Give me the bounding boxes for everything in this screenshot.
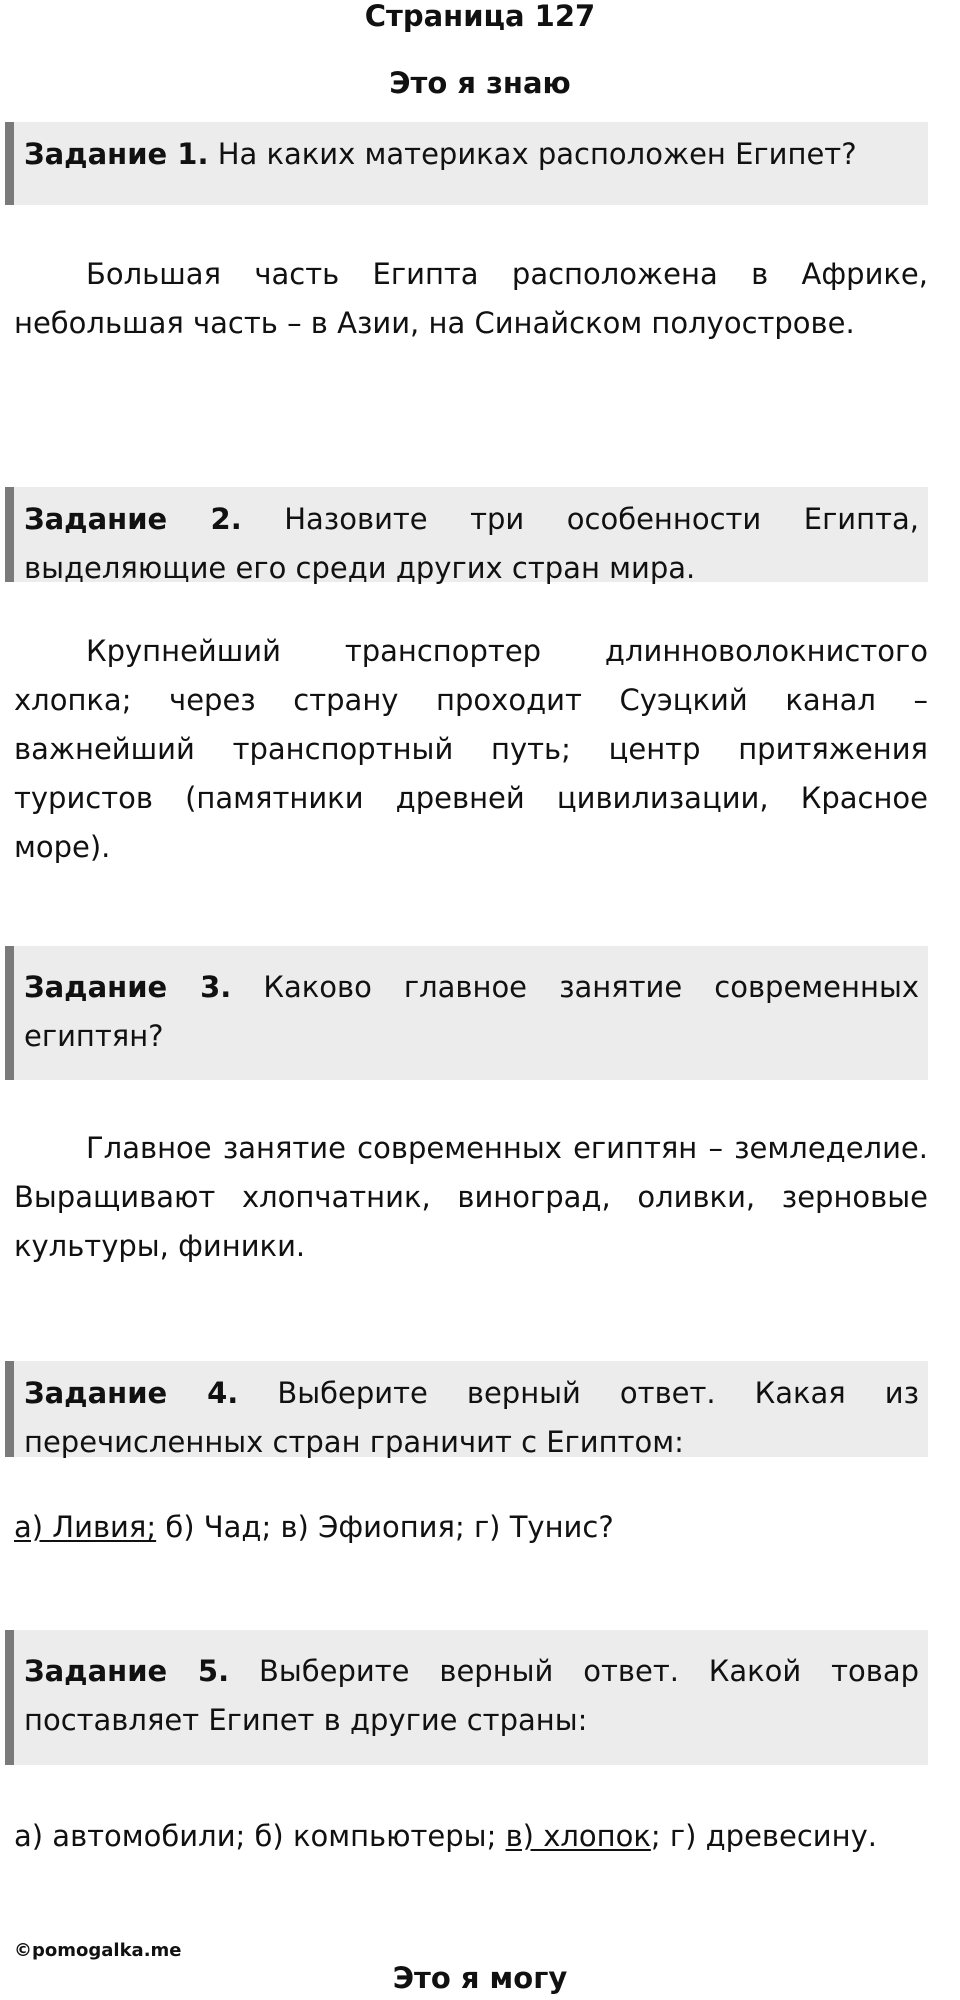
task-4-answer — [14, 1503, 928, 1552]
task-3-label: Задание 3. — [24, 970, 232, 1004]
task-5-box — [5, 1630, 928, 1765]
task-4-other-options: б) Чад; в) Эфиопия; г) Тунис? — [156, 1510, 614, 1544]
section-heading: Это я знаю — [389, 66, 571, 100]
task-1-answer: Большая часть Египта расположена в Африке, небольшая часть – в Азии, на Синайском полуострове. — [14, 257, 928, 340]
task-1-question: На каких материках расположен Египет? — [217, 137, 857, 171]
task-5-options-after: ; г) древесину. — [650, 1819, 877, 1853]
task-5-answer — [14, 1812, 928, 1861]
task-4-correct-answer: а) Ливия; — [14, 1510, 157, 1544]
task-5-correct-answer: в) хлопок — [505, 1819, 651, 1853]
task-2-box — [5, 487, 928, 585]
page-title: Страница 127 — [364, 0, 596, 33]
task-5-options-before: а) автомобили; б) компьютеры; — [14, 1819, 506, 1853]
task-1-box — [5, 122, 928, 205]
task-3-question: Каково главное занятие современных египтян? — [24, 970, 920, 1053]
task-2-question: Назовите три особенности Египта, выделяющие его среди других стран мира. — [24, 502, 919, 585]
task-4-label: Задание 4. — [24, 1376, 239, 1410]
task-5-question: Выберите верный ответ. Какой товар поставляет Египет в другие страны: — [24, 1654, 920, 1737]
task-4-box — [5, 1361, 928, 1457]
task-2-label: Задание 2. — [24, 502, 242, 536]
task-3-answer: Главное занятие современных египтян – земледелие. Выращивают хлопчатник, виноград, оливки, зерновые культуры, финики. — [14, 1131, 928, 1263]
copyright-notice: ©pomogalka.me — [14, 1940, 182, 1961]
task-1-label: Задание 1. — [24, 137, 209, 171]
task-3-box — [5, 946, 928, 1080]
task-2-answer: Крупнейший транспортер длинноволокнистого хлопка; через страну проходит Суэцкий канал – важнейший транспортный путь; центр притяжения туристов (памятники древней цивилизации, Красное море). — [14, 634, 928, 864]
task-5-label: Задание 5. — [24, 1654, 230, 1688]
task-4-question: Выберите верный ответ. Какая из перечисленных стран граничит с Египтом: — [24, 1376, 920, 1459]
next-section-heading: Это я могу — [392, 1961, 568, 1995]
